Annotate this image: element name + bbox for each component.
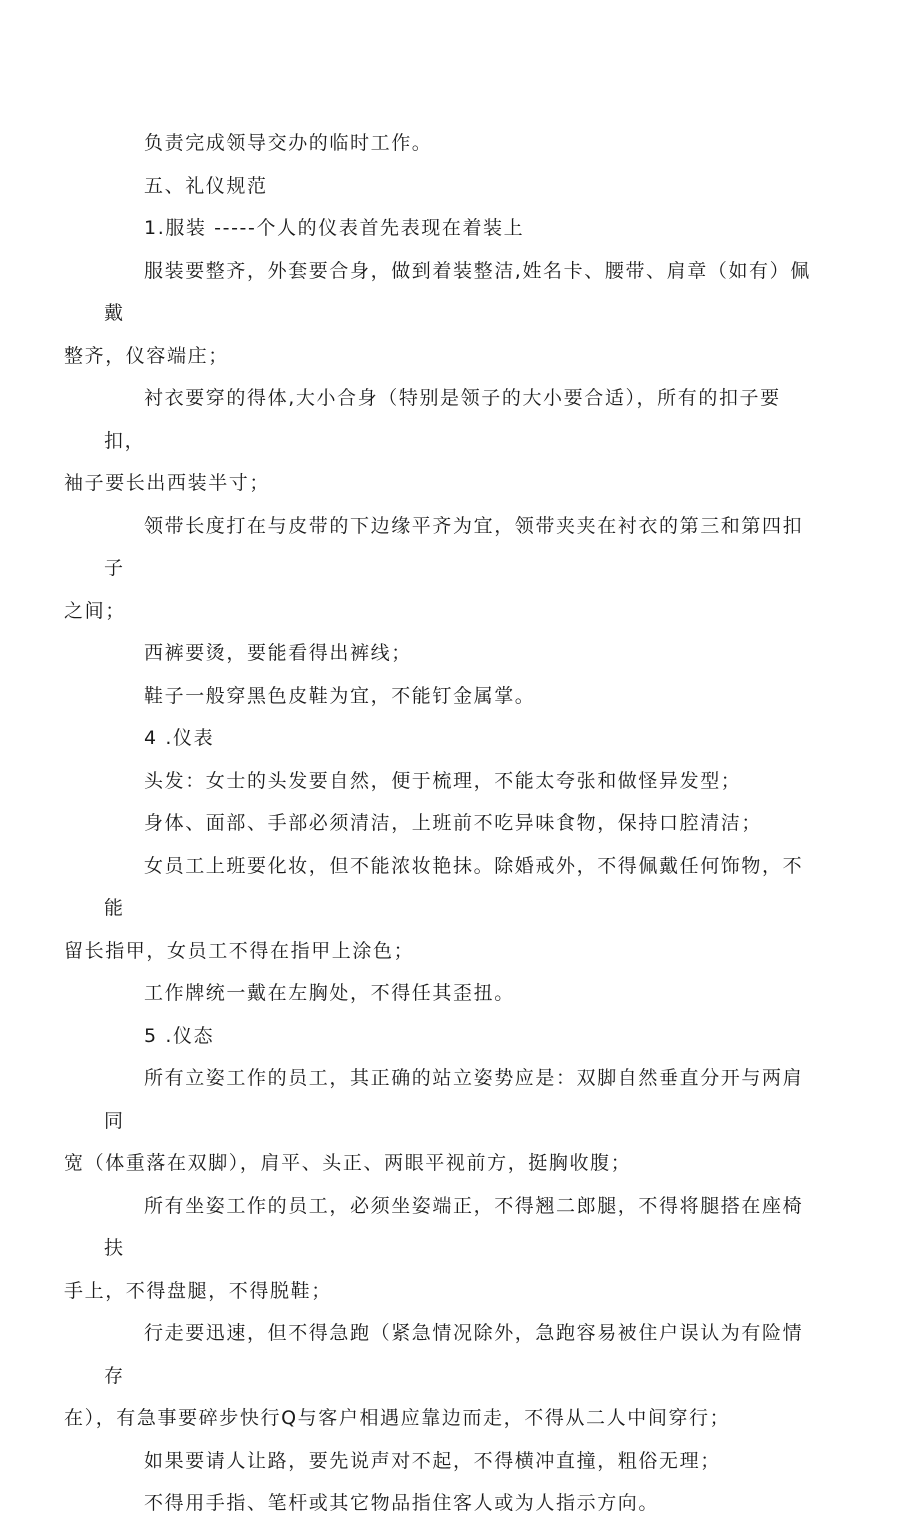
- paragraph: [104, 632, 816, 675]
- text-line: 留长指甲，女员工不得在指甲上涂色；: [64, 939, 415, 962]
- paragraph: [104, 122, 816, 165]
- paragraph: [104, 802, 816, 845]
- text-line: 五、礼仪规范: [144, 174, 268, 197]
- paragraph: [104, 1482, 816, 1525]
- paragraph: [104, 760, 816, 803]
- paragraph: [64, 1312, 816, 1440]
- text-line: 行走要迅速，但不得急跑（紧急情况除外，急跑容易被住户误认为有险情存: [104, 1322, 804, 1387]
- text-line: 衬衣要穿的得体,大小合身（特别是领子的大小要合适），所有的扣子要扣，: [104, 387, 781, 452]
- paragraph: [64, 377, 816, 505]
- text-line: 如果要请人让路，要先说声对不起，不得横冲直撞，粗俗无理；: [144, 1449, 721, 1472]
- text-line: 身体、面部、手部必须清洁，上班前不吃异味食物，保持口腔清洁；: [144, 812, 763, 834]
- text-line: 所有立姿工作的员工，其正确的站立姿势应是：双脚自然垂直分开与两肩同: [104, 1067, 804, 1132]
- text-line: 5 .仪态: [144, 1024, 215, 1047]
- text-line: 手上，不得盘腿，不得脱鞋；: [64, 1279, 332, 1302]
- paragraph: [64, 1185, 816, 1313]
- text-line: 西裤要烫，要能看得出裤线；: [144, 642, 412, 664]
- text-line: 袖子要长出西装半寸；: [64, 472, 271, 494]
- text-line: 负责完成领导交办的临时工作。: [144, 132, 433, 154]
- subsection-heading: [104, 1015, 816, 1058]
- text-line: 领带长度打在与皮带的下边缘平齐为宜，领带夹夹在衬衣的第三和第四扣子: [104, 514, 804, 579]
- text-line: 1.服装 -----个人的仪表首先表现在着装上: [144, 217, 525, 239]
- text-line: 在），有急事要碎步快行Q与客户相遇应靠边而走，不得从二人中间穿行；: [64, 1407, 731, 1429]
- text-line: 工作牌统一戴在左胸处，不得任其歪扭。: [144, 982, 515, 1004]
- text-line: 鞋子一般穿黑色皮鞋为宜，不能钉金属掌。: [144, 684, 536, 707]
- text-line: 所有坐姿工作的员工，必须坐姿端正，不得翘二郎腿，不得将腿搭在座椅扶: [104, 1194, 804, 1259]
- text-line: 整齐，仪容端庄；: [64, 344, 229, 367]
- text-line: 女员工上班要化妆，但不能浓妆艳抹。除婚戒外，不得佩戴任何饰物，不能: [104, 854, 804, 919]
- paragraph: [104, 1440, 816, 1483]
- text-line: 不得用手指、笔杆或其它物品指住客人或为人指示方向。: [144, 1492, 660, 1514]
- paragraph: [64, 250, 816, 378]
- paragraph: [104, 675, 816, 718]
- text-line: 宽（体重落在双脚），肩平、头正、两眼平视前方，挺胸收腹；: [64, 1152, 632, 1174]
- paragraph: [64, 1057, 816, 1185]
- text-line: 之间；: [64, 599, 126, 622]
- document-body: [64, 122, 816, 1525]
- text-line: 服装要整齐，外套要合身，做到着装整洁,姓名卡、腰带、肩章（如有）佩戴: [104, 259, 811, 324]
- paragraph: [64, 845, 816, 973]
- subsection-heading: [104, 717, 816, 760]
- text-line: 头发：女士的头发要自然，便于梳理，不能太夸张和做怪异发型；: [144, 769, 742, 792]
- section-heading: [104, 165, 816, 208]
- subsection-heading: [104, 207, 816, 250]
- paragraph: [104, 972, 816, 1015]
- text-line: 4 .仪表: [144, 727, 215, 749]
- paragraph: [64, 505, 816, 633]
